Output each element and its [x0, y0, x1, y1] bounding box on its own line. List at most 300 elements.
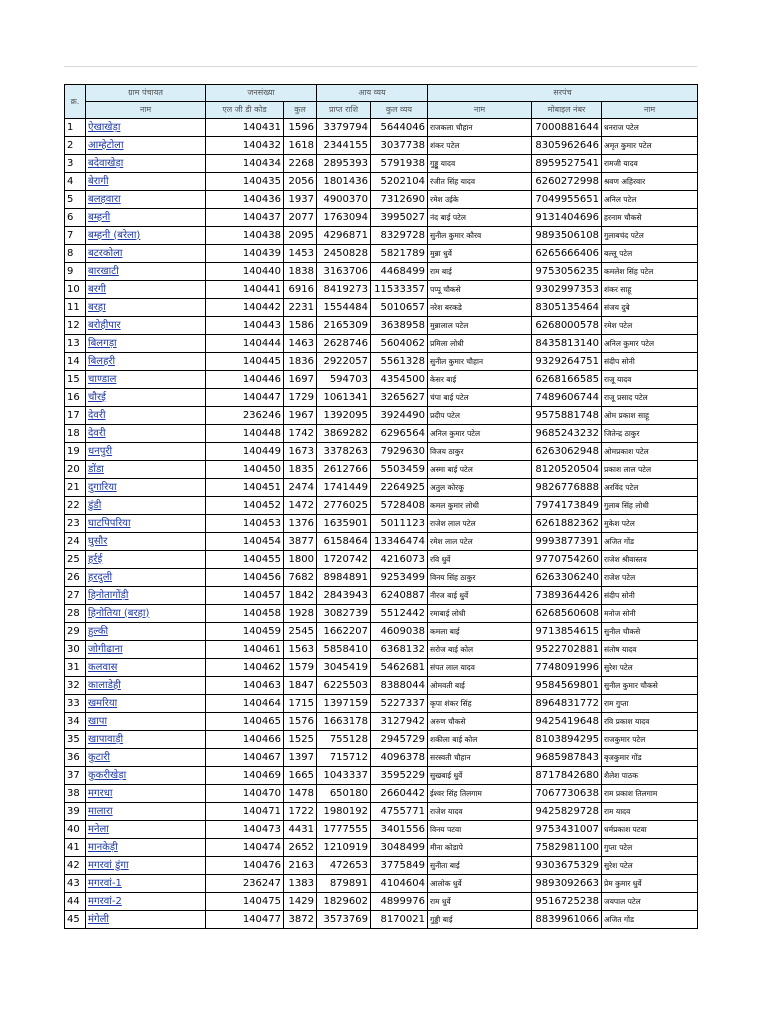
received-amount-cell: 1763094 — [317, 209, 371, 227]
income-expense-header: आय व्यय — [317, 85, 428, 102]
table-row — [65, 389, 698, 407]
gram-panchayat-link[interactable]: घाटपिपरिया — [86, 515, 206, 533]
gram-panchayat-link[interactable]: बटरकोला — [86, 245, 206, 263]
table-row — [65, 749, 698, 767]
sarpanch-name-cell: अनिल कुमार पटेल — [428, 425, 532, 443]
mobile-cell: 8305962646 — [532, 137, 602, 155]
lgd-code-cell: 140448 — [206, 425, 284, 443]
received-amount-cell: 3045419 — [317, 659, 371, 677]
mobile-cell: 9329264751 — [532, 353, 602, 371]
table-row — [65, 173, 698, 191]
header-row-1 — [65, 85, 698, 102]
population-cell: 1928 — [284, 605, 317, 623]
population-cell: 4431 — [284, 821, 317, 839]
sarpanch-name-cell: गुड्डू यादव — [428, 155, 532, 173]
received-amount-cell: 6158464 — [317, 533, 371, 551]
total-expense-cell: 3638958 — [371, 317, 428, 335]
mobile-cell: 9425829728 — [532, 803, 602, 821]
mobile-cell: 7582981100 — [532, 839, 602, 857]
mobile-cell: 9685243232 — [532, 425, 602, 443]
gram-panchayat-link[interactable]: हुल्की — [86, 623, 206, 641]
gram-panchayat-link[interactable]: खापावाड़ी — [86, 731, 206, 749]
population-cell: 1397 — [284, 749, 317, 767]
total-expense-cell: 5561328 — [371, 353, 428, 371]
lgd-code-cell: 140452 — [206, 497, 284, 515]
total-expense-cell: 5011123 — [371, 515, 428, 533]
mobile-cell: 9131404696 — [532, 209, 602, 227]
table-row — [65, 839, 698, 857]
sarpanch-name-cell: चंपा बाई पटेल — [428, 389, 532, 407]
total-expense-cell: 4755771 — [371, 803, 428, 821]
secretary-name-cell: गुलाबचंद पटेल — [602, 227, 698, 245]
sarpanch-name-cell: प्रदीप पटेल — [428, 407, 532, 425]
total-expense-cell: 2660442 — [371, 785, 428, 803]
population-cell: 1453 — [284, 245, 317, 263]
total-expense-cell: 4104604 — [371, 875, 428, 893]
table-row — [65, 461, 698, 479]
table-row — [65, 785, 698, 803]
secretary-name-cell: संदीप सोनी — [602, 353, 698, 371]
total-expense-cell: 5503459 — [371, 461, 428, 479]
gram-panchayat-link[interactable]: ऐखाखेड़ा — [86, 119, 206, 137]
gram-panchayat-link[interactable]: मगरधा — [86, 785, 206, 803]
mobile-cell: 6268560608 — [532, 605, 602, 623]
population-cell: 2095 — [284, 227, 317, 245]
gram-panchayat-link[interactable]: हर्रई — [86, 551, 206, 569]
total-expense-cell: 8329728 — [371, 227, 428, 245]
gram-panchayat-link[interactable]: दुगारिया — [86, 479, 206, 497]
sarpanch-name-cell: अतुल कोरकू — [428, 479, 532, 497]
lgd-code-cell: 140447 — [206, 389, 284, 407]
total-expense-cell: 5010657 — [371, 299, 428, 317]
total-expense-cell: 4216073 — [371, 551, 428, 569]
total-expense-cell: 7312690 — [371, 191, 428, 209]
received-amount-header: प्राप्त राशि — [317, 102, 371, 119]
secretary-name-cell: गुप्ता पटेल — [602, 839, 698, 857]
received-amount-cell: 1397159 — [317, 695, 371, 713]
serial-cell: 10 — [65, 281, 86, 299]
gram-panchayat-link[interactable]: मानकेड़ी — [86, 839, 206, 857]
lgd-code-cell: 140451 — [206, 479, 284, 497]
table-row — [65, 821, 698, 839]
table-row — [65, 767, 698, 785]
secretary-name-cell: गुलाब सिंह लोधी — [602, 497, 698, 515]
sarpanch-name-cell: सुखबाई धुर्वे — [428, 767, 532, 785]
lgd-code-cell: 140444 — [206, 335, 284, 353]
serial-cell: 4 — [65, 173, 86, 191]
table-row — [65, 659, 698, 677]
received-amount-cell: 2450828 — [317, 245, 371, 263]
sarpanch-header: सरपंच — [428, 85, 698, 102]
population-cell: 6916 — [284, 281, 317, 299]
sarpanch-name-cell: राम धुर्वे — [428, 893, 532, 911]
received-amount-cell: 4900370 — [317, 191, 371, 209]
population-cell: 1383 — [284, 875, 317, 893]
received-amount-cell: 2165309 — [317, 317, 371, 335]
population-cell: 3877 — [284, 533, 317, 551]
total-expense-cell: 7929630 — [371, 443, 428, 461]
total-expense-cell: 5227337 — [371, 695, 428, 713]
lgd-code-cell: 140466 — [206, 731, 284, 749]
mobile-cell: 9575881748 — [532, 407, 602, 425]
serial-cell: 14 — [65, 353, 86, 371]
received-amount-cell: 2344155 — [317, 137, 371, 155]
population-cell: 3872 — [284, 911, 317, 929]
population-cell: 1478 — [284, 785, 317, 803]
received-amount-cell: 2895393 — [317, 155, 371, 173]
lgd-code-cell: 140465 — [206, 713, 284, 731]
serial-cell: 1 — [65, 119, 86, 137]
total-expense-cell: 4468499 — [371, 263, 428, 281]
total-expense-cell: 3048499 — [371, 839, 428, 857]
mobile-cell: 7974173849 — [532, 497, 602, 515]
sarpanch-name-cell: कृपा शंकर सिंह — [428, 695, 532, 713]
population-cell: 2545 — [284, 623, 317, 641]
lgd-code-cell: 236246 — [206, 407, 284, 425]
population-cell: 2231 — [284, 299, 317, 317]
population-cell: 1800 — [284, 551, 317, 569]
gram-panchayat-link[interactable]: कलवास — [86, 659, 206, 677]
secretary-name-cell: अनिल पटेल — [602, 191, 698, 209]
serial-cell: 9 — [65, 263, 86, 281]
received-amount-cell: 4296871 — [317, 227, 371, 245]
lgd-code-cell: 140464 — [206, 695, 284, 713]
table-row — [65, 641, 698, 659]
received-amount-cell: 1662207 — [317, 623, 371, 641]
serial-header: क्र. — [65, 85, 86, 119]
serial-cell: 7 — [65, 227, 86, 245]
serial-cell: 32 — [65, 677, 86, 695]
gram-panchayat-link[interactable]: कुकरीखेड़ा — [86, 767, 206, 785]
secretary-name-cell: सुरेश पटेल — [602, 857, 698, 875]
received-amount-cell: 650180 — [317, 785, 371, 803]
gram-panchayat-link[interactable]: बम्हनी — [86, 209, 206, 227]
secretary-name-cell: राजू यादव — [602, 371, 698, 389]
table-row — [65, 605, 698, 623]
secretary-name-cell: हरनाम चौकसे — [602, 209, 698, 227]
sarpanch-name-cell: ईश्वर सिंह तिलगाम — [428, 785, 532, 803]
serial-cell: 19 — [65, 443, 86, 461]
lgd-code-cell: 140435 — [206, 173, 284, 191]
sarpanch-name-cell: नंद बाई पटेल — [428, 209, 532, 227]
lgd-code-cell: 140477 — [206, 911, 284, 929]
population-cell: 1836 — [284, 353, 317, 371]
lgd-code-cell: 140455 — [206, 551, 284, 569]
gram-panchayat-link[interactable]: बदेवाखेड़ा — [86, 155, 206, 173]
received-amount-cell: 1741449 — [317, 479, 371, 497]
serial-cell: 36 — [65, 749, 86, 767]
lgd-code-cell: 140443 — [206, 317, 284, 335]
population-cell: 2652 — [284, 839, 317, 857]
secretary-name-cell: अजित गोंड — [602, 911, 698, 929]
gram-panchayat-link[interactable]: बम्हनी (बरेला) — [86, 227, 206, 245]
lgd-code-cell: 140450 — [206, 461, 284, 479]
mobile-cell: 9303675329 — [532, 857, 602, 875]
mobile-cell: 9685987843 — [532, 749, 602, 767]
sarpanch-name-cell: सुनील कुमार चौहान — [428, 353, 532, 371]
sarpanch-name-cell: कमला बाई — [428, 623, 532, 641]
gram-panchayat-link[interactable]: हिनोतिया (बरहा) — [86, 605, 206, 623]
table-row — [65, 551, 698, 569]
secretary-name-cell: शैलेश पाठक — [602, 767, 698, 785]
received-amount-cell: 755128 — [317, 731, 371, 749]
total-expense-cell: 13346474 — [371, 533, 428, 551]
secretary-name-cell: बृजकुमार गोंड — [602, 749, 698, 767]
serial-cell: 33 — [65, 695, 86, 713]
population-cell: 1579 — [284, 659, 317, 677]
table-row — [65, 875, 698, 893]
serial-cell: 24 — [65, 533, 86, 551]
secretary-name-cell: राम प्रकाश तिलगाम — [602, 785, 698, 803]
gram-panchayat-link[interactable]: चाण्डाल — [86, 371, 206, 389]
gram-panchayat-link[interactable]: मगरवां-2 — [86, 893, 206, 911]
sarpanch-name-header: नाम — [428, 102, 532, 119]
secretary-name-cell: सुरेश पटेल — [602, 659, 698, 677]
mobile-cell: 7748091996 — [532, 659, 602, 677]
serial-cell: 44 — [65, 893, 86, 911]
mobile-cell: 6268166585 — [532, 371, 602, 389]
received-amount-cell: 2922057 — [317, 353, 371, 371]
gram-panchayat-link[interactable]: चौरई — [86, 389, 206, 407]
table-row — [65, 623, 698, 641]
table-row — [65, 893, 698, 911]
serial-cell: 12 — [65, 317, 86, 335]
sarpanch-name-cell: नीरज बाई धुर्वे — [428, 587, 532, 605]
population-cell: 1715 — [284, 695, 317, 713]
secretary-name-cell: धनराज पटेल — [602, 119, 698, 137]
received-amount-cell: 1554484 — [317, 299, 371, 317]
table-row — [65, 713, 698, 731]
secretary-name-cell: राम गुप्ता — [602, 695, 698, 713]
gram-panchayat-link[interactable]: कुटारी — [86, 749, 206, 767]
received-amount-cell: 1210919 — [317, 839, 371, 857]
gram-panchayat-link[interactable]: बरहा — [86, 299, 206, 317]
secretary-name-cell: राजेश श्रीवास्तव — [602, 551, 698, 569]
gram-panchayat-link[interactable]: खमरिया — [86, 695, 206, 713]
secretary-name-cell: संदीप सोनी — [602, 587, 698, 605]
gram-panchayat-link[interactable]: मगरवां डुंगा — [86, 857, 206, 875]
sarpanch-name-cell: विनय सिंह ठाकुर — [428, 569, 532, 587]
serial-cell: 26 — [65, 569, 86, 587]
lgd-code-cell: 140457 — [206, 587, 284, 605]
secretary-name-cell: कमलेश सिंह पटेल — [602, 263, 698, 281]
population-cell: 1429 — [284, 893, 317, 911]
serial-cell: 13 — [65, 335, 86, 353]
gram-panchayat-link[interactable]: देवरी — [86, 407, 206, 425]
sarpanch-name-cell: राजेश यादव — [428, 803, 532, 821]
sarpanch-name-cell: अरुण चौकसे — [428, 713, 532, 731]
received-amount-cell: 1663178 — [317, 713, 371, 731]
secretary-name-cell: बल्लू पटेल — [602, 245, 698, 263]
mobile-cell: 8120520504 — [532, 461, 602, 479]
population-cell: 1967 — [284, 407, 317, 425]
mobile-cell: 6260272998 — [532, 173, 602, 191]
total-expense-cell: 3265627 — [371, 389, 428, 407]
gram-panchayat-link[interactable]: हरदुली — [86, 569, 206, 587]
table-row — [65, 515, 698, 533]
total-expense-cell: 2945729 — [371, 731, 428, 749]
received-amount-cell: 1980192 — [317, 803, 371, 821]
lgd-code-cell: 140459 — [206, 623, 284, 641]
mobile-cell: 9713854615 — [532, 623, 602, 641]
mobile-cell: 8305135464 — [532, 299, 602, 317]
table-row — [65, 677, 698, 695]
total-expense-cell: 5604062 — [371, 335, 428, 353]
total-expense-cell: 8388044 — [371, 677, 428, 695]
sarpanch-name-cell: विजय ठाकुर — [428, 443, 532, 461]
secretary-name-cell: राजकुमार पटेल — [602, 731, 698, 749]
serial-cell: 5 — [65, 191, 86, 209]
table-row — [65, 137, 698, 155]
received-amount-cell: 2628746 — [317, 335, 371, 353]
population-cell: 1665 — [284, 767, 317, 785]
gram-panchayat-link[interactable]: डुंडी — [86, 497, 206, 515]
received-amount-cell: 3869282 — [317, 425, 371, 443]
mobile-cell: 9893092663 — [532, 875, 602, 893]
serial-cell: 27 — [65, 587, 86, 605]
population-cell: 2268 — [284, 155, 317, 173]
mobile-cell: 7049955651 — [532, 191, 602, 209]
total-expense-cell: 5202104 — [371, 173, 428, 191]
sarpanch-name-cell: आलोक धुर्वे — [428, 875, 532, 893]
secretary-name-cell: ओम प्रकाश साहू — [602, 407, 698, 425]
total-expense-cell: 5728408 — [371, 497, 428, 515]
received-amount-cell: 1829602 — [317, 893, 371, 911]
gram-panchayat-link[interactable]: बलहवारा — [86, 191, 206, 209]
secretary-name-cell: संतोष यादव — [602, 641, 698, 659]
secretary-name-header: नाम — [602, 102, 698, 119]
mobile-cell: 6263306240 — [532, 569, 602, 587]
mobile-header: मोबाइल नंबर — [532, 102, 602, 119]
mobile-cell: 8435813140 — [532, 335, 602, 353]
sarpanch-name-cell: ओमवती बाई — [428, 677, 532, 695]
serial-cell: 42 — [65, 857, 86, 875]
gram-panchayat-link[interactable]: जोगीढाना — [86, 641, 206, 659]
received-amount-cell: 3163706 — [317, 263, 371, 281]
secretary-name-cell: रवि प्रकाश यादव — [602, 713, 698, 731]
gram-panchayat-link[interactable]: हिनोतागोंड़ी — [86, 587, 206, 605]
table-row — [65, 191, 698, 209]
total-expense-cell: 11533357 — [371, 281, 428, 299]
lgd-code-cell: 140445 — [206, 353, 284, 371]
lgd-code-cell: 140476 — [206, 857, 284, 875]
gram-panchayat-link[interactable]: कालाडेही — [86, 677, 206, 695]
serial-cell: 17 — [65, 407, 86, 425]
gram-panchayat-link[interactable]: बिलहरी — [86, 353, 206, 371]
table-row — [65, 587, 698, 605]
sarpanch-name-cell: रमेश लाल पटेल — [428, 533, 532, 551]
mobile-cell: 8717842680 — [532, 767, 602, 785]
gram-panchayat-link[interactable]: मनेला — [86, 821, 206, 839]
serial-cell: 35 — [65, 731, 86, 749]
population-cell: 1842 — [284, 587, 317, 605]
gram-panchayat-link[interactable]: मंगेली — [86, 911, 206, 929]
total-expense-cell: 6240887 — [371, 587, 428, 605]
sarpanch-name-cell: सुनीता बाई — [428, 857, 532, 875]
gram-panchayat-link[interactable]: बेरागी — [86, 173, 206, 191]
gram-panchayat-link[interactable]: डोंडा — [86, 461, 206, 479]
mobile-cell: 6263062948 — [532, 443, 602, 461]
gram-panchayat-link[interactable]: आम्हेटोला — [86, 137, 206, 155]
mobile-cell: 9893506108 — [532, 227, 602, 245]
table-row — [65, 155, 698, 173]
lgd-code-cell: 140474 — [206, 839, 284, 857]
population-cell: 1729 — [284, 389, 317, 407]
serial-cell: 21 — [65, 479, 86, 497]
serial-cell: 37 — [65, 767, 86, 785]
secretary-name-cell: रामजी यादव — [602, 155, 698, 173]
secretary-name-cell: अजित गोंड — [602, 533, 698, 551]
population-cell: 1722 — [284, 803, 317, 821]
table-row — [65, 353, 698, 371]
secretary-name-cell: राजू प्रसाद पटेल — [602, 389, 698, 407]
mobile-cell: 6268000578 — [532, 317, 602, 335]
gram-panchayat-link[interactable]: देवरी — [86, 425, 206, 443]
sarpanch-name-cell: रमेश उईके — [428, 191, 532, 209]
gram-panchayat-link[interactable]: धनपुरी — [86, 443, 206, 461]
secretary-name-cell: अरविंद पटेल — [602, 479, 698, 497]
lgd-code-cell: 140446 — [206, 371, 284, 389]
gram-panchayat-link[interactable]: मालारा — [86, 803, 206, 821]
sarpanch-name-cell: मुन्ना धुर्वे — [428, 245, 532, 263]
table-row — [65, 695, 698, 713]
population-cell: 7682 — [284, 569, 317, 587]
table-row — [65, 335, 698, 353]
population-cell: 2056 — [284, 173, 317, 191]
gram-panchayat-link[interactable]: बिलगड़ा — [86, 335, 206, 353]
mobile-cell: 9302997353 — [532, 281, 602, 299]
gram-panchayat-link[interactable]: मगरवां-1 — [86, 875, 206, 893]
table-row — [65, 911, 698, 929]
lgd-code-cell: 140475 — [206, 893, 284, 911]
sarpanch-name-cell: राम बाई — [428, 263, 532, 281]
total-expense-cell: 4899976 — [371, 893, 428, 911]
received-amount-cell: 3378263 — [317, 443, 371, 461]
gram-panchayat-link[interactable]: बरोहीपार — [86, 317, 206, 335]
secretary-name-cell: सुनील चौकसे — [602, 623, 698, 641]
secretary-name-cell: धर्मप्रकाश पटवा — [602, 821, 698, 839]
total-expense-cell: 4354500 — [371, 371, 428, 389]
lgd-code-cell: 140462 — [206, 659, 284, 677]
table-row — [65, 479, 698, 497]
secretary-name-cell: जयपाल पटेल — [602, 893, 698, 911]
gram-panchayat-link[interactable]: घुसौर — [86, 533, 206, 551]
table-row — [65, 263, 698, 281]
serial-cell: 20 — [65, 461, 86, 479]
received-amount-cell: 594703 — [317, 371, 371, 389]
table-row — [65, 425, 698, 443]
lgd-code-cell: 140440 — [206, 263, 284, 281]
gram-panchayat-link[interactable]: बरगी — [86, 281, 206, 299]
serial-cell: 40 — [65, 821, 86, 839]
lgd-code-cell: 140470 — [206, 785, 284, 803]
total-expense-cell: 4096378 — [371, 749, 428, 767]
total-population-header: कुल — [284, 102, 317, 119]
gram-panchayat-link[interactable]: बारखाटी — [86, 263, 206, 281]
population-cell: 1586 — [284, 317, 317, 335]
gram-panchayat-link[interactable]: खापा — [86, 713, 206, 731]
table-row — [65, 569, 698, 587]
sarpanch-name-cell: नरेश बरकडे — [428, 299, 532, 317]
table-row — [65, 407, 698, 425]
serial-cell: 6 — [65, 209, 86, 227]
received-amount-cell: 3082739 — [317, 605, 371, 623]
table-row — [65, 497, 698, 515]
population-cell: 1472 — [284, 497, 317, 515]
population-cell: 2077 — [284, 209, 317, 227]
population-cell: 2474 — [284, 479, 317, 497]
lgd-code-cell: 140463 — [206, 677, 284, 695]
